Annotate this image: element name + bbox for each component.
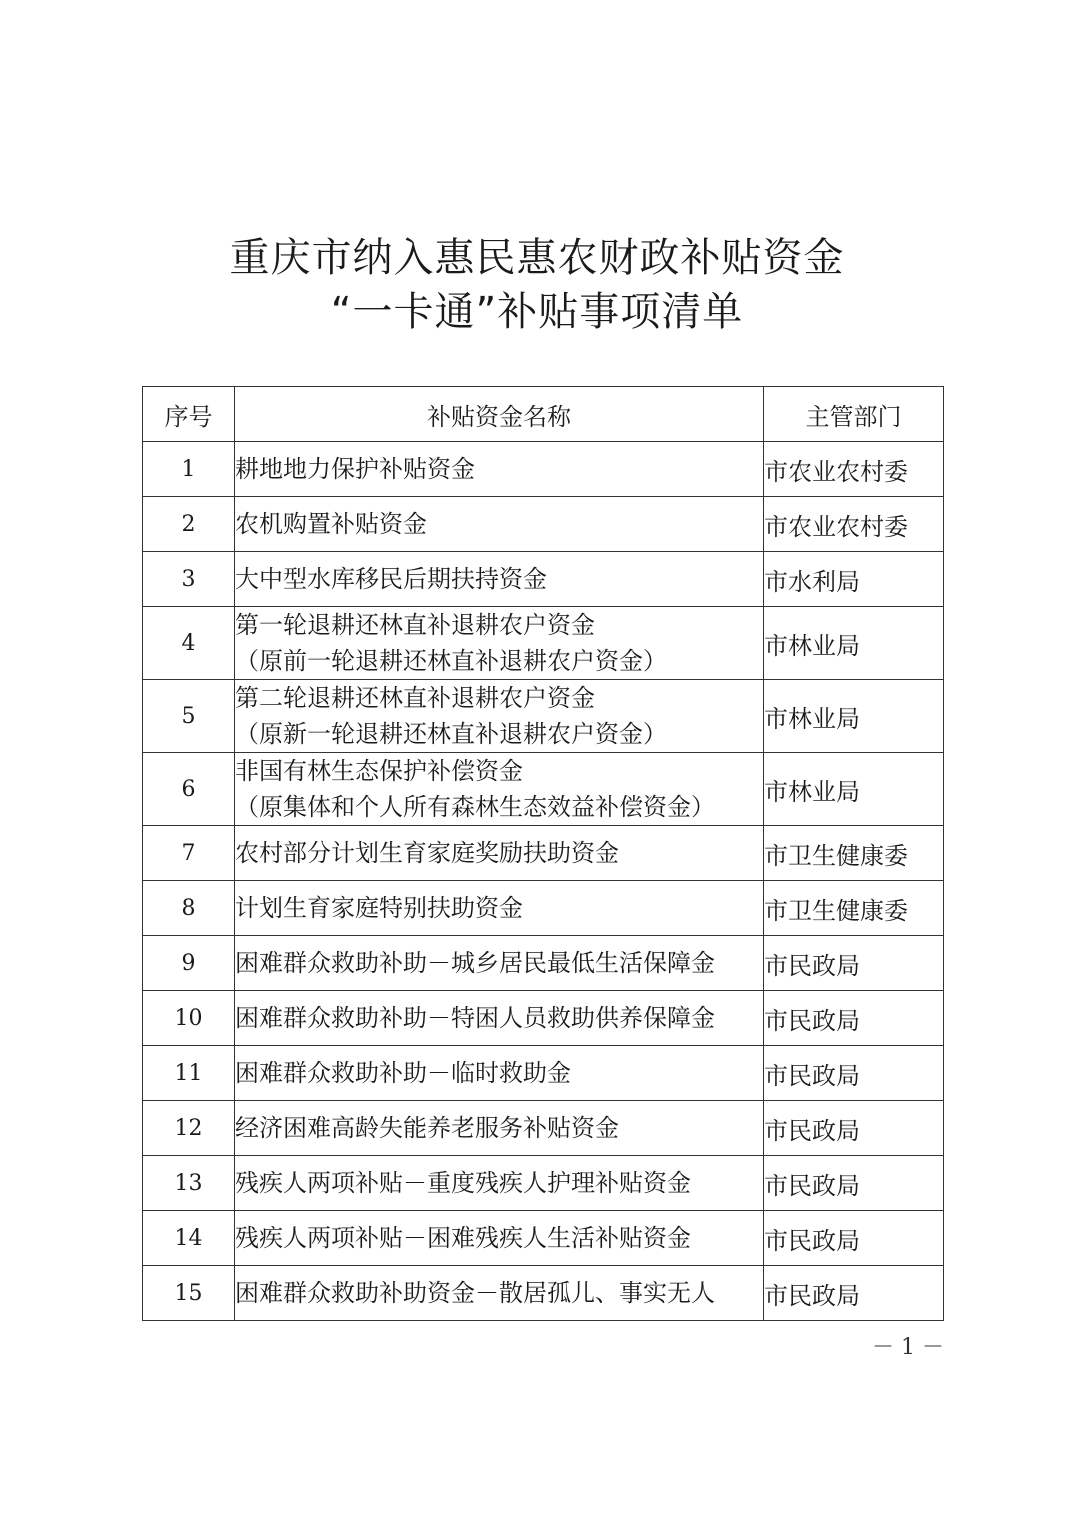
row-department: 市民政局	[764, 991, 944, 1046]
table-row	[143, 753, 944, 826]
subsidy-name-line: （原前一轮退耕还林直补退耕农户资金）	[235, 647, 667, 675]
table-row	[143, 826, 944, 881]
row-department: 市水利局	[764, 552, 944, 607]
document-title-line-2: “一卡通”补贴事项清单	[330, 289, 744, 335]
subsidy-name-line: 残疾人两项补贴－困难残疾人生活补贴资金	[235, 1224, 691, 1252]
subsidy-name-line: 经济困难高龄失能养老服务补贴资金	[235, 1114, 619, 1142]
subsidy-name-line: 非国有林生态保护补偿资金	[235, 757, 523, 785]
table-row	[143, 607, 944, 680]
row-department: 市林业局	[764, 753, 944, 826]
row-department: 市农业农村委	[764, 497, 944, 552]
row-seq: 11	[143, 1046, 235, 1101]
subsidy-name-line: 困难群众救助补助－城乡居民最低生活保障金	[235, 949, 715, 977]
row-department: 市林业局	[764, 680, 944, 753]
row-subsidy-name	[235, 936, 764, 991]
row-subsidy-name	[235, 607, 764, 680]
row-subsidy-name	[235, 1211, 764, 1266]
row-subsidy-name	[235, 552, 764, 607]
table-row	[143, 991, 944, 1046]
row-seq: 13	[143, 1156, 235, 1211]
subsidy-name-line: 困难群众救助补助资金－散居孤儿、事实无人	[235, 1279, 715, 1307]
row-department: 市民政局	[764, 1046, 944, 1101]
subsidy-name-line: 困难群众救助补助－临时救助金	[235, 1059, 571, 1087]
row-department: 市林业局	[764, 607, 944, 680]
table-row	[143, 1211, 944, 1266]
header-seq: 序号	[143, 387, 235, 442]
row-subsidy-name	[235, 991, 764, 1046]
row-department: 市民政局	[764, 1156, 944, 1211]
row-seq: 15	[143, 1266, 235, 1321]
header-subsidy-name: 补贴资金名称	[235, 387, 764, 442]
row-seq: 12	[143, 1101, 235, 1156]
page-number: － 1 －	[872, 1335, 944, 1360]
subsidy-name-line: （原集体和个人所有森林生态效益补偿资金）	[235, 793, 715, 821]
row-department: 市卫生健康委	[764, 881, 944, 936]
table-row	[143, 1266, 944, 1321]
row-seq: 5	[143, 680, 235, 753]
row-subsidy-name	[235, 497, 764, 552]
row-subsidy-name	[235, 881, 764, 936]
subsidy-name-line: 第二轮退耕还林直补退耕农户资金	[235, 684, 595, 712]
subsidy-name-line: 第一轮退耕还林直补退耕农户资金	[235, 611, 595, 639]
subsidy-name-line: 农村部分计划生育家庭奖励扶助资金	[235, 839, 619, 867]
row-department: 市卫生健康委	[764, 826, 944, 881]
row-seq: 6	[143, 753, 235, 826]
row-seq: 4	[143, 607, 235, 680]
table-row	[143, 881, 944, 936]
row-seq: 8	[143, 881, 235, 936]
table-row	[143, 680, 944, 753]
row-seq: 14	[143, 1211, 235, 1266]
table-row	[143, 1101, 944, 1156]
subsidy-name-line: （原新一轮退耕还林直补退耕农户资金）	[235, 720, 667, 748]
row-seq: 3	[143, 552, 235, 607]
subsidy-items-table	[142, 386, 944, 1321]
row-subsidy-name	[235, 1101, 764, 1156]
row-subsidy-name	[235, 1266, 764, 1321]
table-row	[143, 1046, 944, 1101]
table-row	[143, 936, 944, 991]
subsidy-name-line: 残疾人两项补贴－重度残疾人护理补贴资金	[235, 1169, 691, 1197]
row-seq: 9	[143, 936, 235, 991]
table-row	[143, 1156, 944, 1211]
row-subsidy-name	[235, 826, 764, 881]
table-row	[143, 442, 944, 497]
row-department: 市农业农村委	[764, 442, 944, 497]
row-subsidy-name	[235, 442, 764, 497]
table-header-row	[143, 387, 944, 442]
table-row	[143, 552, 944, 607]
row-department: 市民政局	[764, 936, 944, 991]
header-department: 主管部门	[764, 387, 944, 442]
row-department: 市民政局	[764, 1211, 944, 1266]
row-seq: 2	[143, 497, 235, 552]
subsidy-name-line: 农机购置补贴资金	[235, 510, 427, 538]
row-subsidy-name	[235, 1046, 764, 1101]
row-department: 市民政局	[764, 1266, 944, 1321]
document-title-line-1: 重庆市纳入惠民惠农财政补贴资金	[229, 235, 845, 281]
subsidy-name-line: 大中型水库移民后期扶持资金	[235, 565, 547, 593]
row-department: 市民政局	[764, 1101, 944, 1156]
table-row	[143, 497, 944, 552]
subsidy-name-line: 计划生育家庭特别扶助资金	[235, 894, 523, 922]
row-subsidy-name	[235, 753, 764, 826]
subsidy-name-line: 耕地地力保护补贴资金	[235, 455, 475, 483]
row-seq: 7	[143, 826, 235, 881]
row-seq: 1	[143, 442, 235, 497]
subsidy-name-line: 困难群众救助补助－特困人员救助供养保障金	[235, 1004, 715, 1032]
row-subsidy-name	[235, 680, 764, 753]
row-subsidy-name	[235, 1156, 764, 1211]
row-seq: 10	[143, 991, 235, 1046]
